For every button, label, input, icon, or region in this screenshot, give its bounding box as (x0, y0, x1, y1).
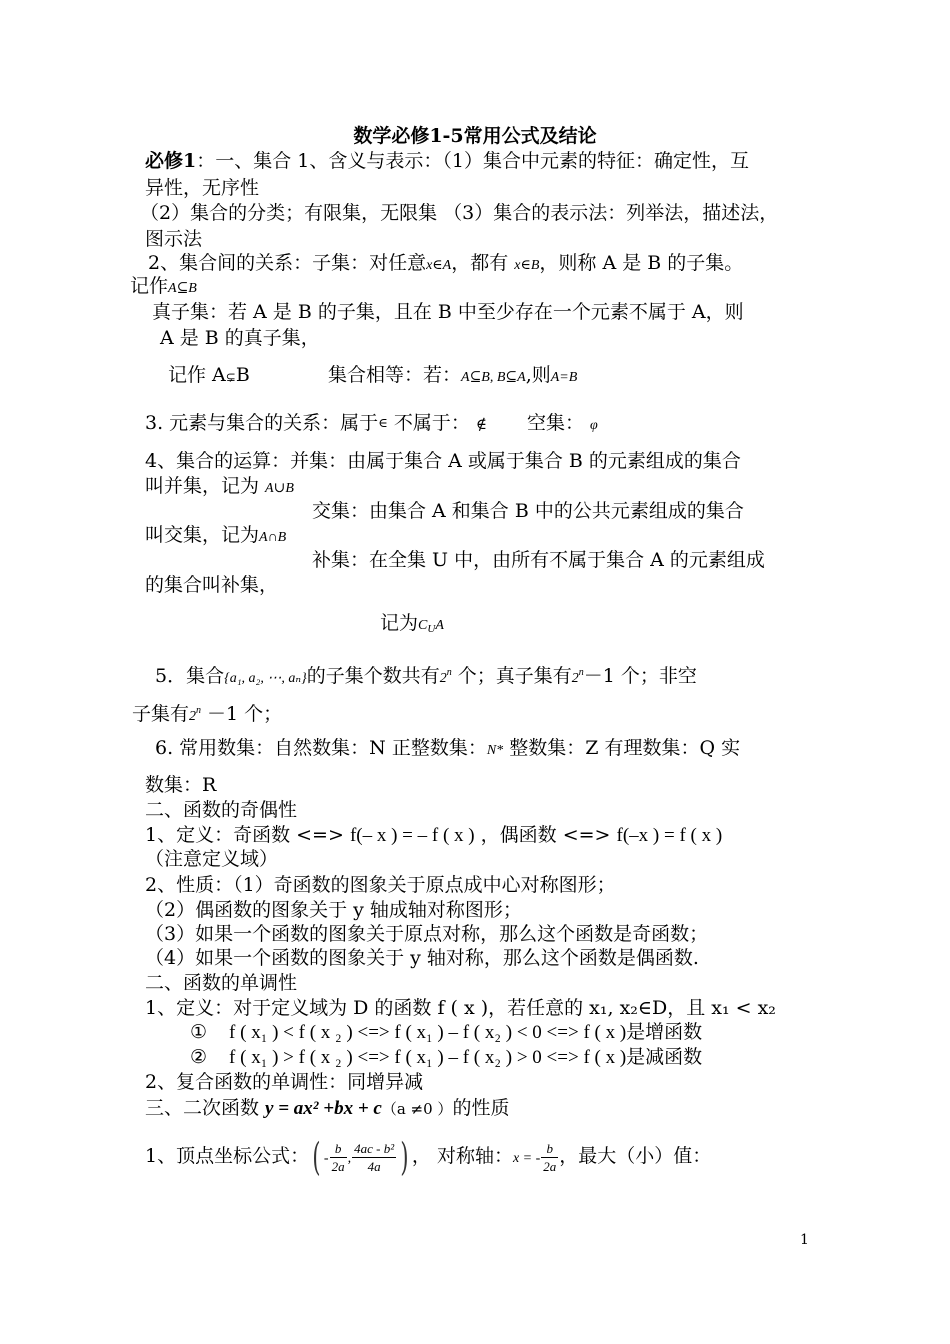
numerator: 4ac - b² (354, 1140, 395, 1156)
text: ，最大（小）值： (559, 1145, 712, 1167)
math-expr: f(–x ) = f ( x ) (616, 825, 723, 846)
numerator: b (541, 1140, 558, 1158)
text: 不属于： (387, 412, 470, 434)
text: 1、顶点坐标公式： (145, 1145, 310, 1167)
text-line: A 是 B 的真子集， (160, 327, 320, 349)
complement-notation-line (380, 611, 444, 641)
math-expr: A⊆B (168, 281, 197, 296)
left-paren: ( (312, 1135, 321, 1179)
text: ，偶函数 <=> (474, 824, 617, 846)
text-line: （注意定义域） (145, 848, 279, 870)
text-line: 2、性质：（1）奇函数的图象关于原点成中心对称图形； (145, 874, 616, 896)
empty-set-symbol: φ (589, 418, 598, 433)
math-expr: U (427, 623, 436, 635)
math-expr: （a ≠0 ） (381, 1100, 453, 1118)
math-expr: n (446, 667, 452, 678)
text-line: 4、集合的运算：并集：由属于集合 A 或属于集合 B 的元素组成的集合 (145, 450, 741, 472)
text: B (235, 364, 250, 386)
text: 1、定义：奇函数 <=> (145, 824, 350, 846)
text-line: 补集：在全集 U 中，由所有不属于集合 A 的元素组成 (312, 549, 765, 571)
vertex-formula-line (145, 1132, 711, 1183)
text-line: 数集：R (145, 774, 217, 796)
math-expr: {a₁, a₂, ⋯, aₙ} (224, 671, 307, 686)
proper-subset-symbol: ⊊ (225, 370, 236, 384)
text-line: （3）如果一个函数的图象关于原点对称，那么这个函数是奇函数； (145, 923, 709, 945)
number-sets-line (155, 736, 740, 763)
math-expr: 2 (571, 671, 579, 686)
denominator: 4a (367, 1158, 381, 1174)
monotonic-definition-line: 1、定义：对于定义域为 D 的函数 f ( x )，若任意的 x₁, x₂∈D，且 x₁ < x₂ (145, 997, 776, 1019)
math-expr: n (196, 705, 202, 716)
subset-definition-line (148, 251, 743, 278)
text: 记作 (130, 275, 169, 297)
comma: , (347, 1151, 352, 1166)
denominator: 2a (331, 1158, 345, 1174)
math-expr: A=B (550, 370, 578, 385)
math-expr: 2 (439, 671, 447, 686)
text-line: （4）如果一个函数的图象关于 y 轴对称，那么这个函数是偶函数. (145, 947, 699, 969)
text: 个；真子集有 (451, 665, 572, 687)
intersection-notation-line (145, 523, 286, 550)
subset-notation-line (130, 274, 197, 301)
text-line: 真子集：若 A 是 B 的子集，且在 B 中至少存在一个元素不属于 A，则 (152, 301, 744, 323)
parity-definition-line (145, 823, 722, 848)
math-expr: x∈B (514, 258, 540, 273)
text: －1 个；非空 (583, 665, 697, 687)
proper-subset-notation-line (168, 363, 250, 389)
text: ,则 (525, 364, 551, 386)
math-expr: x = - (512, 1151, 541, 1166)
text-line: 的集合叫补集， (145, 574, 279, 596)
text: 集合相等：若： (328, 364, 462, 386)
subset-count-line (155, 661, 697, 691)
text-line: （2）集合的分类；有限集，无限集 （3）集合的表示法：列举法，描述法， (140, 202, 779, 224)
element-set-relation-line (145, 411, 598, 438)
text: 的子集个数共有 (306, 665, 440, 687)
text: 5．集合 (155, 665, 225, 687)
text: 叫交集，记为 (145, 524, 260, 546)
item-marker: ① (190, 1021, 208, 1043)
text: 三、二次函数 (145, 1097, 266, 1119)
set-equality-line (328, 363, 577, 390)
text: ，则称 A 是 B 的子集。 (539, 252, 744, 274)
text-line: 2、复合函数的单调性：同增异减 (145, 1071, 424, 1093)
text-line: 图示法 (145, 228, 203, 250)
math-expr: 2 (189, 709, 197, 724)
text: 子集有 (132, 703, 190, 725)
belongs-symbol: ∈ (378, 416, 388, 431)
text-line: 异性，无序性 (145, 177, 260, 199)
text: 记为 (380, 612, 419, 634)
math-expr: A∪B (265, 481, 294, 496)
denominator: 2a (543, 1158, 557, 1174)
text: ，都有 (451, 252, 515, 274)
text: 叫并集，记为 (145, 475, 266, 497)
math-expr: f ( x₁ ) < f ( x ₂ ) <=> f ( x₁ ) – f ( x₂ ) < 0 <=> f ( x )是增函数 (229, 1022, 703, 1043)
item-marker: ② (190, 1046, 208, 1068)
numerator: b (330, 1140, 347, 1158)
math-expr: A⊆B, B⊆A (461, 370, 526, 385)
math-expr: A (435, 618, 444, 633)
math-expr: - (323, 1151, 329, 1166)
fraction (541, 1140, 558, 1175)
math-expr: x∈A (426, 258, 452, 273)
sets-intro-line (145, 149, 749, 173)
text: 的性质 (452, 1097, 510, 1119)
math-expr: f(– x ) = – f ( x ) (349, 825, 475, 846)
math-expr: A∩B (259, 530, 287, 545)
math-expr: f ( x₁ ) > f ( x ₂ ) <=> f ( x₁ ) – f ( x₂ ) > 0 <=> f ( x )是减函数 (229, 1047, 703, 1068)
text: 2、集合间的关系：子集：对任意 (148, 252, 427, 274)
text: 6. 常用数集：自然数集：N 正整数集： (155, 737, 487, 759)
text: ， 对称轴： (411, 1145, 513, 1167)
text: －1 个； (201, 703, 283, 725)
math-expr: n (578, 667, 584, 678)
text: 空集： (526, 412, 584, 434)
union-notation-line (145, 474, 294, 501)
section-heading: 二、函数的奇偶性 (145, 799, 298, 821)
section-heading: 必修1 (145, 150, 197, 172)
text: 3. 元素与集合的关系：属于 (145, 412, 379, 434)
not-belongs-symbol: ∉ (475, 415, 487, 433)
text: 记作 A (168, 364, 226, 386)
nonempty-subset-count-line (132, 699, 282, 729)
text-line: 交集：由集合 A 和集合 B 中的公共元素组成的集合 (312, 500, 744, 522)
text: ：一、集合 1、含义与表示：（1）集合中元素的特征：确定性，互 (196, 150, 749, 172)
decreasing-condition-line (190, 1045, 702, 1070)
increasing-condition-line (190, 1020, 702, 1045)
right-paren: ) (400, 1135, 409, 1179)
page-title: 数学必修1-5常用公式及结论 (353, 125, 597, 147)
math-expr: y = ax² +bx + c (265, 1098, 382, 1119)
section-heading: 二、函数的单调性 (145, 972, 298, 994)
fraction (352, 1140, 396, 1175)
fraction (330, 1140, 347, 1175)
page-number: 1 (800, 1232, 809, 1248)
math-expr: N* (486, 743, 504, 758)
math-expr: C (418, 618, 428, 633)
quadratic-heading-line (145, 1096, 509, 1121)
text: 整数集：Z 有理数集：Q 实 (503, 737, 741, 759)
text-line: （2）偶函数的图象关于 y 轴成轴对称图形； (145, 899, 522, 921)
